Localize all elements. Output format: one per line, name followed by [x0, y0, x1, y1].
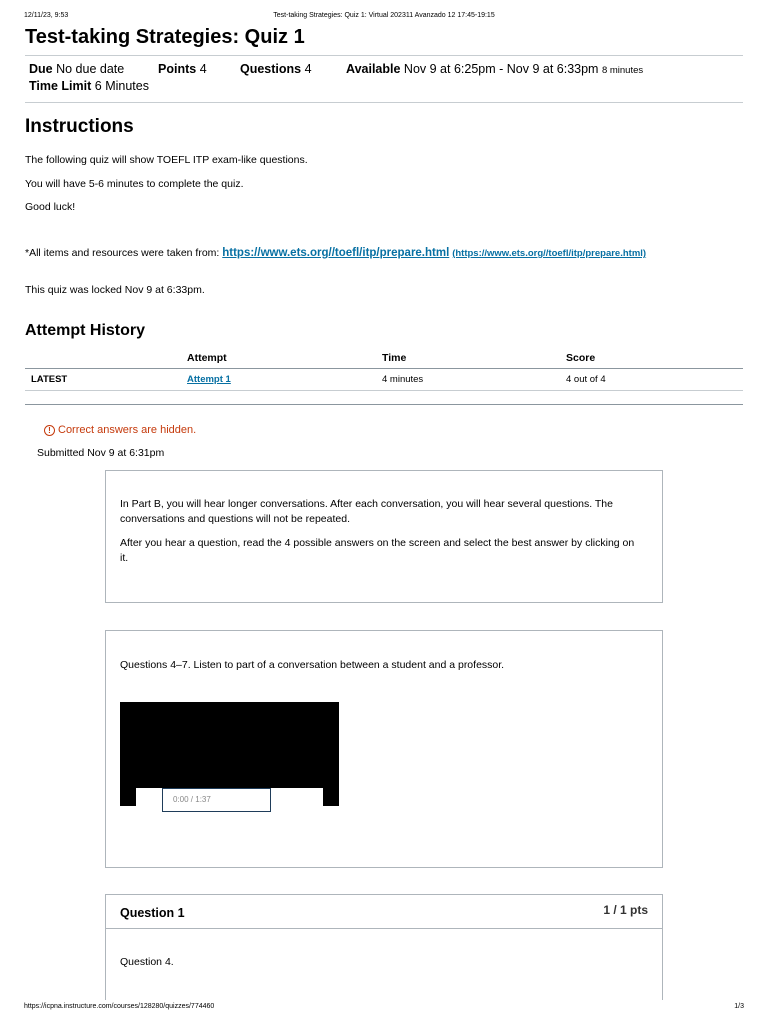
correct-answers-hidden-text: Correct answers are hidden.	[58, 424, 197, 436]
column-header-score: Score	[566, 352, 596, 364]
question-1-points: 1 / 1 pts	[603, 903, 648, 917]
divider	[25, 55, 743, 56]
table-row-divider	[25, 390, 743, 391]
attempt-history-heading: Attempt History	[25, 322, 146, 339]
points-value: 4	[199, 62, 207, 76]
section-divider	[25, 404, 743, 405]
due-field	[29, 62, 124, 76]
available-field	[346, 62, 643, 76]
video-player[interactable]	[120, 702, 339, 806]
part-b-paragraph-2: After you hear a question, read the 4 possible answers on the screen and select the best answer by clicking on it.	[120, 537, 635, 564]
instructions-line-3: Good luck!	[25, 201, 76, 213]
question-1-body	[105, 929, 663, 1000]
time-limit-label: Time Limit	[29, 79, 92, 93]
due-value: No due date	[56, 62, 125, 76]
source-prefix: *All items and resources were taken from:	[25, 247, 223, 259]
source-line	[25, 247, 646, 259]
submitted-timestamp: Submitted Nov 9 at 6:31pm	[37, 447, 165, 459]
attempt-1-link[interactable]: Attempt 1	[187, 374, 231, 385]
media-description: Questions 4–7. Listen to part of a conversation between a student and a professor.	[120, 659, 505, 671]
available-duration: 8 minutes	[601, 65, 644, 76]
available-value: Nov 9 at 6:25pm - Nov 9 at 6:33pm	[403, 62, 599, 76]
source-link[interactable]: https://www.ets.org//toefl/itp/prepare.html	[222, 247, 450, 259]
column-header-time: Time	[382, 352, 407, 364]
due-label: Due	[29, 62, 53, 76]
instructions-heading: Instructions	[25, 116, 134, 137]
print-date: 12/11/23, 9:53	[24, 12, 69, 19]
part-b-paragraph-1: In Part B, you will hear longer conversations. After each conversation, you will hear several questions. The conversations and questions will not be repeated.	[120, 498, 613, 525]
print-page-number: 1/3	[734, 1003, 744, 1010]
print-url: https://icpna.instructure.com/courses/128280/quizzes/774460	[24, 1003, 215, 1010]
table-header-divider	[25, 368, 743, 369]
question-1-title: Question 1	[120, 906, 185, 920]
quiz-title: Test-taking Strategies: Quiz 1	[25, 26, 305, 48]
time-limit-field	[29, 79, 149, 93]
instructions-line-1: The following quiz will show TOEFL ITP exam-like questions.	[25, 154, 308, 166]
points-field	[158, 62, 207, 76]
conversation-media-box	[105, 630, 663, 868]
points-label: Points	[158, 62, 197, 76]
question-1-header	[105, 894, 663, 929]
instructions-line-2: You will have 5-6 minutes to complete the quiz.	[25, 178, 244, 190]
questions-label: Questions	[240, 62, 302, 76]
player-time-display[interactable]: 0:00 / 1:37	[162, 788, 271, 812]
warning-icon: !	[44, 425, 55, 436]
attempt-score: 4 out of 4	[566, 374, 606, 385]
questions-field	[240, 62, 312, 76]
column-header-attempt: Attempt	[187, 352, 227, 364]
print-header	[24, 12, 744, 22]
attempt-time: 4 minutes	[382, 374, 424, 385]
time-limit-value: 6 Minutes	[94, 79, 149, 93]
print-page-title: Test-taking Strategies: Quiz 1: Virtual 202311 Avanzado 12 17:45-19:15	[273, 12, 495, 19]
questions-value: 4	[304, 62, 312, 76]
question-1-text: Question 4.	[120, 956, 174, 968]
part-b-instructions-box	[105, 470, 663, 603]
divider	[25, 102, 743, 103]
source-link-paren[interactable]: (https://www.ets.org//toefl/itp/prepare.html)	[452, 248, 647, 259]
available-label: Available	[346, 62, 401, 76]
locked-notice: This quiz was locked Nov 9 at 6:33pm.	[25, 284, 205, 296]
latest-tag: LATEST	[31, 374, 68, 385]
correct-answers-hidden-notice	[44, 424, 196, 436]
